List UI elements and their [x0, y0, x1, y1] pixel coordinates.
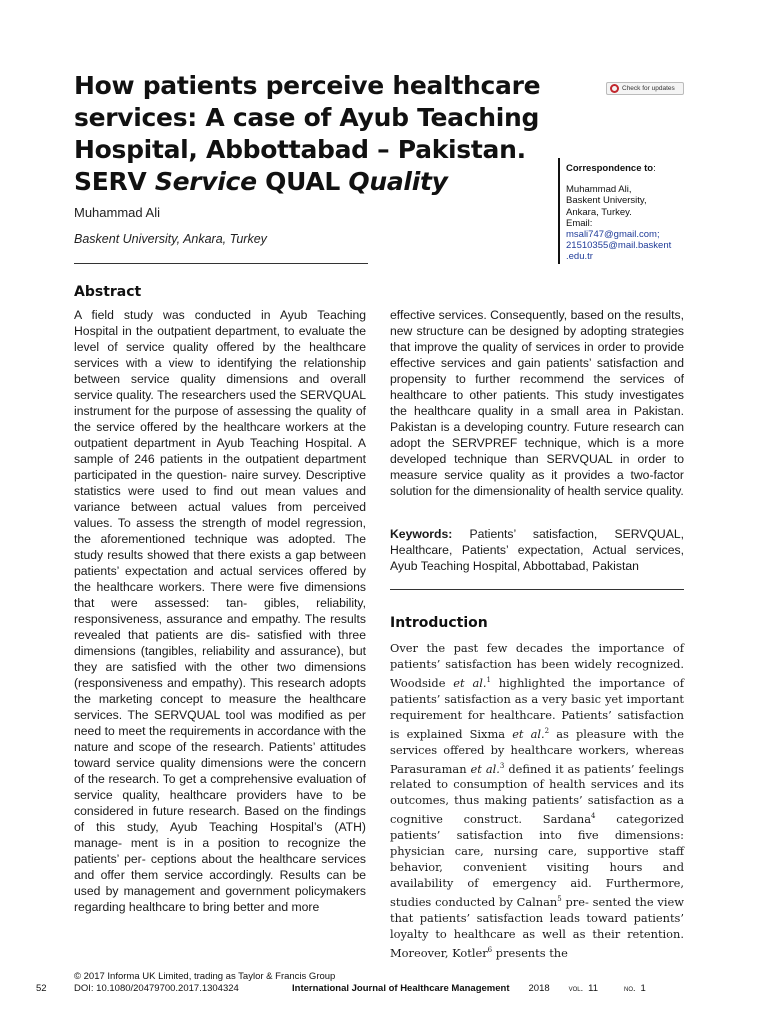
abstract-column-1: A field study was conducted in Ayub Teaching Hospital in the outpatient department, to evaluate the level of service quality offered by the healthcare services with a view to identifying the relationship between service quality dimensions and overall service quality. The researchers used the SERVQUAL instrument for the purpose of assessing the quality of the service offered by the healthcare workers at the outpatient department in Ayub Teaching Hospital. A sample of 246 patients in the outpatient department participated in the question- naire survey. Descriptive statistics were used to find out mean values and variance between actual values from perceived values. To assess the strength of model regression, the aforementioned technique was adopted. The study results showed that there exists a gap between patients’ expectation and actual services offered by the healthcare workers. There were five dimensions that were assessed: tan- gibles, reliability, responsiveness, assurance and empathy. The results revealed that patients are dis- satisfied with three dimensions (tangibles, reliability and assurance), but they are satisfied with the other two dimensions (responsiveness and empathy). This research adopts the marketing concept to measure the healthcare services. The SERVQUAL tool was modified as per need to meet the requirements in accordance with the nature and scope of the research. Patients’ attitudes toward service quality dimensions were the concern of the research. To get a comprehensive evaluation of service quality, healthcare providers have to be considered in future research. Based on the findings of this study, Ayub Teaching Hospital’s (ATH) manage- ment is in a position to recognize the patients’ per- ceptions about the healthcare services and offer them service accordingly. Results can be used by management and government policymakers regarding healthcare to bring better and more — [74, 308, 366, 914]
keywords-divider — [390, 589, 684, 590]
crossmark-icon — [610, 84, 619, 93]
journal-name: International Journal of Healthcare Management — [292, 983, 510, 994]
check-for-updates-button[interactable] — [606, 82, 684, 95]
email-link-1[interactable]: msali747@gmail.com; — [566, 229, 660, 241]
volume-label: vol. — [568, 983, 584, 993]
journal-year: 2018 — [528, 983, 550, 994]
corr-institution: Baskent University, — [566, 195, 647, 207]
corr-name: Muhammad Ali, — [566, 184, 632, 196]
corr-email-label: Email: — [566, 217, 593, 229]
page-number: 52 — [36, 983, 47, 994]
author-name: Muhammad Ali — [74, 205, 160, 220]
email-link-2[interactable]: 21510355@mail.baskent .edu.tr — [566, 240, 672, 263]
issue-number: 1 — [640, 983, 646, 994]
check-updates-label: Check for updates — [622, 85, 675, 92]
issue-label: no. — [624, 983, 636, 993]
introduction-text: Over the past few decades the importance of patients’ satisfaction has been widely recognized. Woodside et al.$^1$ highlighted the importance of patients’ satisfaction as a very basic yet important requirement for healthcare. Patients’ satisfaction is explained Sixma et al.$^2$ as pleasure with the services offered by healthcare workers, whereas Parasuraman et al.$^3$ defined it as patients’ feelings related to consumption of health services and its outcomes, thus making patients’ satisfaction as a cognitive construct. Sardana$^4$ categorized patients’ satisfaction into five dimensions: physician care, nursing care, supportive staff behavior, convenient visiting hours and availability of emergency aid. Furthermore, studies conducted by Calnan$^5$ pre- sented the view that patients’ satisfaction leads toward patients’ loyalty to healthcare as well as their retention. Moreover, Kotler$^6$ presents the — [390, 641, 685, 960]
copyright-line: © 2017 Informa UK Limited, trading as Taylor & Francis Group — [74, 971, 336, 982]
header-divider — [74, 263, 368, 264]
abstract-heading: Abstract — [74, 284, 142, 300]
correspondence-bar — [558, 158, 560, 264]
correspondence-block: Correspondence to: Muhammad Ali, Baskent University, Ankara, Turkey. Email: msali747@gmail.com; 21510355@mail.baskent .edu.tr — [566, 163, 696, 263]
keywords: Keywords: Patients’ satisfaction, SERVQUAL, Healthcare, Patients’ expectation, Actual services, Ayub Teaching Hospital, Abbottabad, Pakistan — [390, 527, 684, 573]
abstract-column-2: effective services. Consequently, based on the results, new structure can be designed by adopting strategies that improve the quality of services in order to provide effective services and gain patients’ satisfaction and propensity to further recommend the services of healthcare to other patients. This study investigates the healthcare quality in a small area in Pakistan. Pakistan is a developing country. Future research can adopt the SERVPREF technique, which is a more developed technique than SERVQUAL in order to measure service quality as it provides a two-factor solution for the dimensionality of health service quality. — [390, 308, 684, 498]
corr-city: Ankara, Turkey. — [566, 206, 632, 218]
article-title: How patients perceive healthcare services: A case of Ayub Teaching Hospital, Abbottabad – Pakistan. SERV Service QUAL Quality — [74, 71, 541, 196]
volume-number: 11 — [588, 983, 599, 994]
journal-info — [292, 983, 684, 994]
introduction-heading: Introduction — [390, 615, 488, 631]
author-affiliation: Baskent University, Ankara, Turkey — [74, 232, 267, 246]
doi-line[interactable]: DOI: 10.1080/20479700.2017.1304324 — [74, 983, 239, 994]
